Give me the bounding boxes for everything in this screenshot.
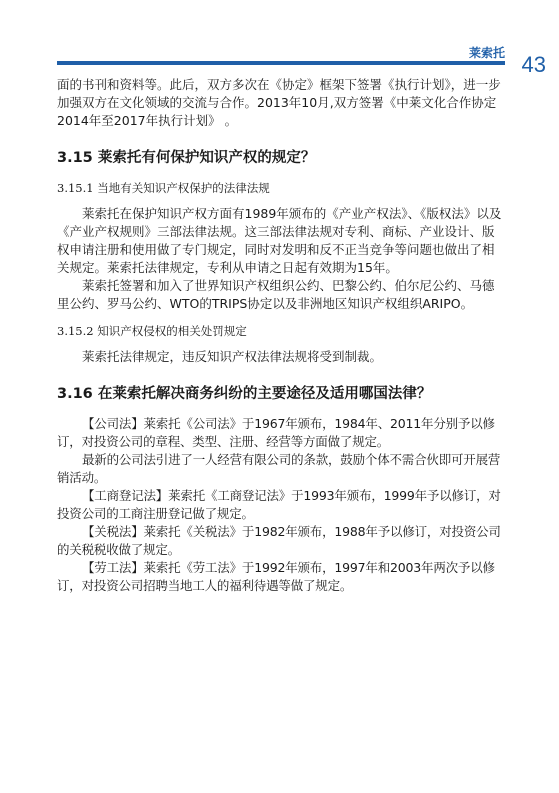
subsection-3152-paragraph: 莱索托法律规定，违反知识产权法律法规将受到制裁。 — [82, 349, 383, 364]
section-316-paragraph: 【劳工法】莱索托《劳工法》于1992年颁布，1997年和2003年两次予以修订，对投资公司招聘当地工人的福利待遇等做了规定。 — [57, 560, 495, 593]
header-country-label: 莱索托 — [468, 46, 505, 60]
subsection-3151-paragraph: 莱索托在保护知识产权方面有1989年颁布的《产业产权法》、《版权法》以及《产业产权规则》三部法律法规。这三部法律法规对专利、商标、产业设计、版权申请注册和使用做了专门规定，同时对发明和反不正当竞争等问题也做出了相关规定。莱索托法律规定，专利从申请之日起有效期为15年。 — [57, 206, 502, 275]
section-316-heading: 3.16 在莱索托解决商务纠纷的主要途径及适用哪国法律？ — [57, 386, 432, 402]
subsection-3151-heading: 3.15.1 当地有关知识产权保护的法律法规 — [57, 181, 270, 195]
page-body — [57, 76, 503, 595]
section-315-heading: 3.15 莱索托有何保护知识产权的规定？ — [57, 150, 316, 166]
header-rule — [57, 61, 505, 65]
subsection-3151-paragraph: 莱索托签署和加入了世界知识产权组织公约、巴黎公约、伯尔尼公约、马德里公约、罗马公约、WTO的TRIPS协定以及非洲地区知识产权组织ARIPO。 — [57, 278, 495, 311]
section-316-paragraph: 【工商登记法】莱索托《工商登记法》于1993年颁布，1999年予以修订，对投资公司的工商注册登记做了规定。 — [57, 488, 501, 521]
section-316-paragraph: 【公司法】莱索托《公司法》于1967年颁布，1984年、2011年分别予以修订，对投资公司的章程、类型、注册、经营等方面做了规定。 — [57, 416, 495, 449]
section-316-paragraph: 最新的公司法引进了一人经营有限公司的条款，鼓励个体不需合伙即可开展营销活动。 — [57, 452, 501, 485]
page-number: 43 — [521, 52, 546, 77]
section-316-paragraph: 【关税法】莱索托《关税法》于1982年颁布，1988年予以修订，对投资公司的关税税收做了规定。 — [57, 524, 501, 557]
subsection-3152-heading: 3.15.2 知识产权侵权的相关处罚规定 — [57, 324, 247, 338]
intro-paragraph: 面的书刊和资料等。此后，双方多次在《协定》框架下签署《执行计划》，进一步加强双方在文化领域的交流与合作。2013年10月,双方签署《中莱文化合作协定2014年至2017年执行计划》 。 — [57, 77, 501, 128]
